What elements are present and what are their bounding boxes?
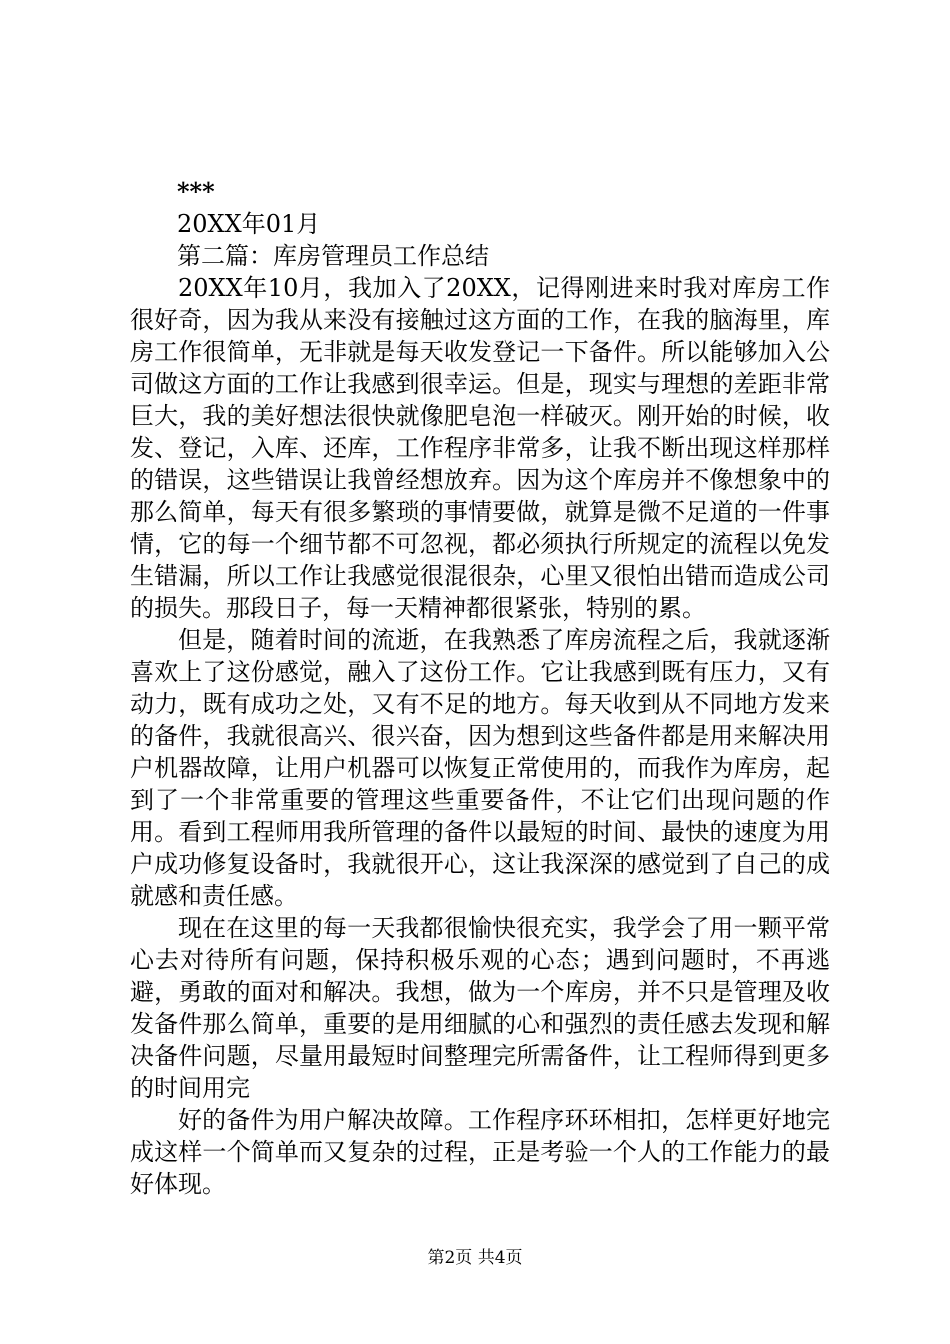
- paragraph-3: 现在在这里的每一天我都很愉快很充实，我学会了用一颗平常心去对待所有问题，保持积极乐观的心态；遇到问题时，不再逃避，勇敢的面对和解决。我想，做为一个库房，并不只是管理及收发备件那么简单，重要的是用细腻的心和强烈的责任感去发现和解决备件问题，尽量用最短时间整理完所需备件，让工程师得到更多的时间用完: [130, 914, 830, 1102]
- document-body: [130, 176, 830, 1200]
- page-footer: 第2页 共4页: [427, 1248, 523, 1268]
- paragraph-4: 好的备件为用户解决故障。工作程序环环相扣，怎样更好地完成这样一个简单而又复杂的过程，正是考验一个人的工作能力的最好体现。: [130, 1106, 830, 1198]
- paragraph-2: 但是，随着时间的流逝，在我熟悉了库房流程之后，我就逐渐喜欢上了这份感觉，融入了这份工作。它让我感到既有压力，又有动力，既有成功之处，又有不足的地方。每天收到从不同地方发来的备件，我就很高兴、很兴奋，因为想到这些备件都是用来解决用户机器故障，让用户机器可以恢复正常使用的，而我作为库房，起到了一个非常重要的管理这些重要备件，不让它们出现问题的作用。看到工程师用我所管理的备件以最短的时间、最快的速度为用户成功修复设备时，我就很开心，这让我深深的感觉到了自己的成就感和责任感。: [130, 626, 830, 910]
- paragraph-1: 20XX年10月，我加入了20XX，记得刚进来时我对库房工作很好奇，因为我从来没有接触过这方面的工作，在我的脑海里，库房工作很简单，无非就是每天收发登记一下备件。所以能够加入公司做这方面的工作让我感到很幸运。但是，现实与理想的差距非常巨大，我的美好想法很快就像肥皂泡一样破灭。刚开始的时候，收发、登记，入库、还库，工作程序非常多，让我不断出现这样那样的错误，这些错误让我曾经想放弃。因为这个库房并不像想象中的那么简单，每天有很多繁琐的事情要做，就算是微不足道的一件事情，它的每一个细节都不可忽视，都必须执行所规定的流程以免发生错漏，所以工作让我感觉很混很杂，心里又很怕出错而造成公司的损失。那段日子，每一天精神都很紧张，特别的累。: [130, 274, 830, 622]
- document-date: 20XX年01月: [177, 210, 321, 238]
- section-title: 第二篇：库房管理员工作总结: [177, 242, 489, 270]
- signature-marker: ***: [177, 177, 215, 206]
